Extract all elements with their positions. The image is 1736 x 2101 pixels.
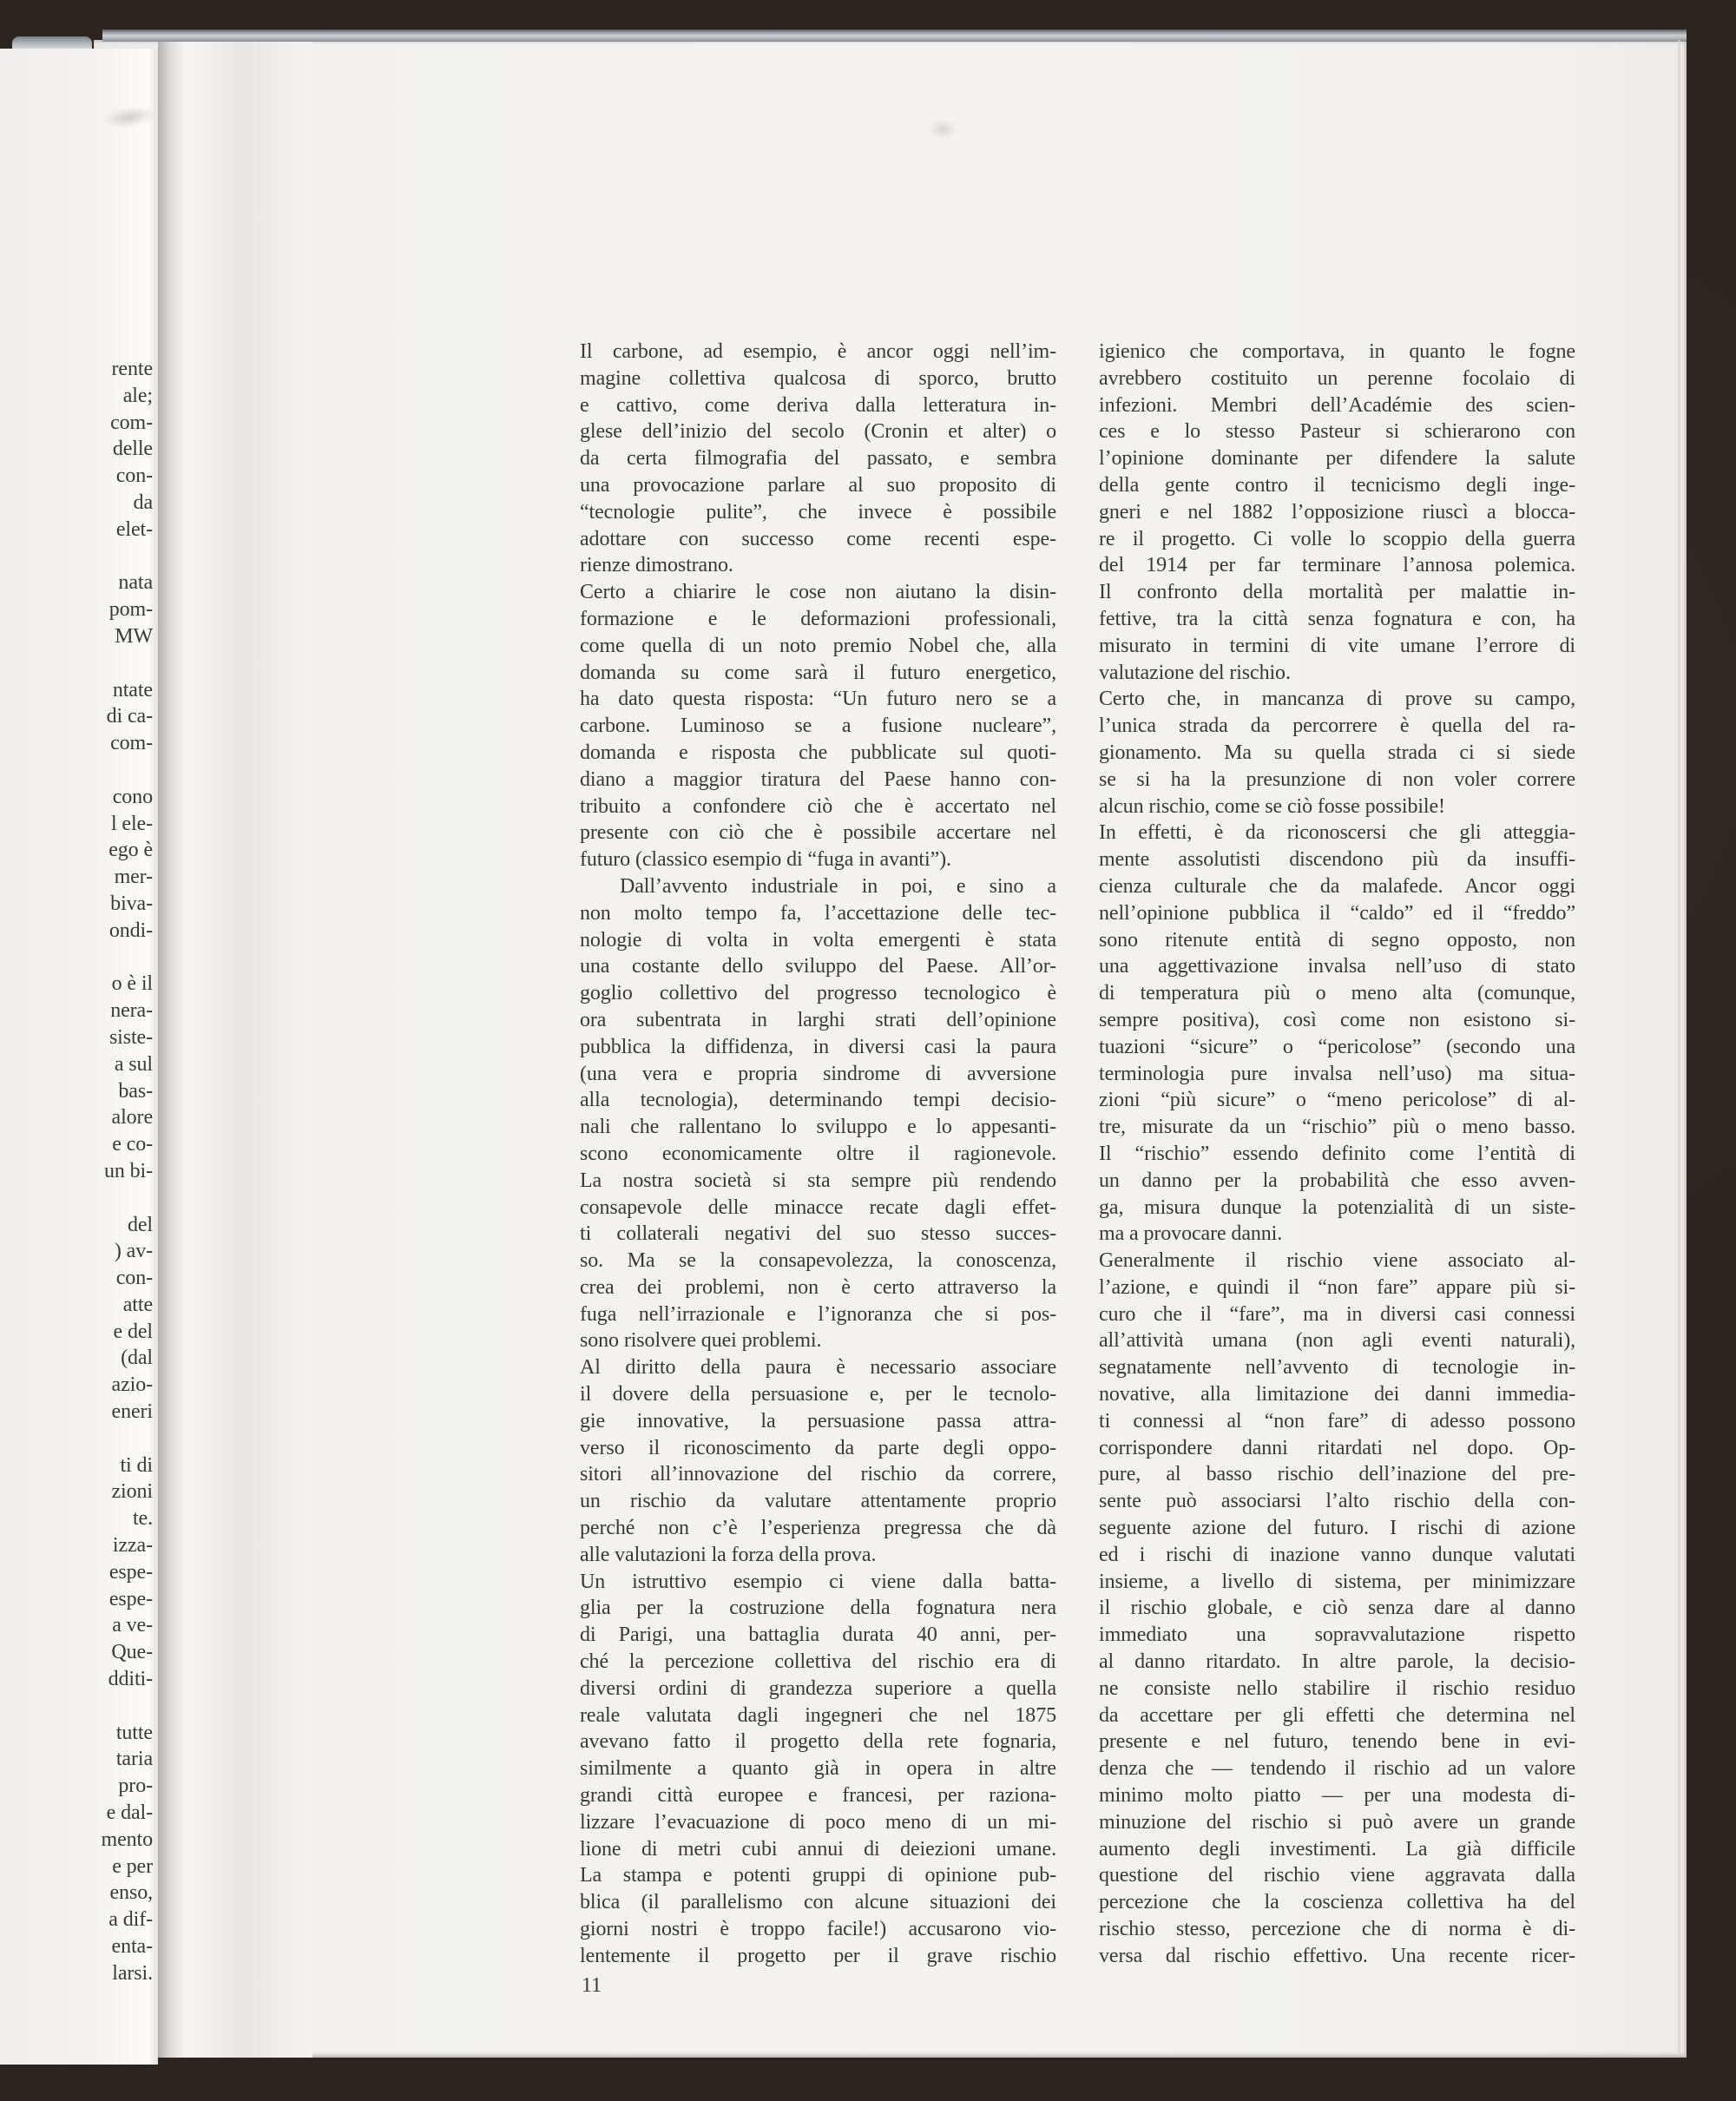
- text-line: percezione che la coscienza collettiva ha del: [1099, 1891, 1575, 1914]
- text-line: (dal: [121, 1347, 153, 1370]
- text-line: carbone. Luminoso se a fusione nucleare”,: [580, 715, 1056, 738]
- text-line: valutazione del rischio.: [1099, 661, 1291, 684]
- text-line: mer-: [114, 866, 153, 889]
- text-line: lizzare l’evacuazione di poco meno di un mi-: [580, 1810, 1056, 1834]
- text-line: a ve-: [112, 1614, 153, 1637]
- text-line: glese dell’inizio del secolo (Cronin et alter) o: [580, 420, 1056, 444]
- text-line: lentemente il progetto per il grave rischio: [580, 1944, 1056, 1967]
- text-line: Certo a chiarire le cose non aiutano la disin-: [580, 581, 1056, 604]
- text-line: di ca-: [106, 705, 153, 728]
- text-line: Il “rischio” essendo definito come l’entità di: [1099, 1142, 1575, 1165]
- text-line: a dif-: [108, 1908, 153, 1932]
- text-line: ntate: [112, 678, 153, 701]
- text-line: tribuito a confondere ciò che è accertato nel: [580, 794, 1056, 818]
- text-line: Il confronto della mortalità per malattie in-: [1099, 581, 1575, 604]
- text-line: similmente a quanto già in opera in altre: [580, 1757, 1056, 1781]
- text-line: diversi ordini di grandezza superiore a quella: [580, 1676, 1056, 1700]
- text-line: com-: [110, 732, 153, 755]
- text-line: glia per la costruzione della fognatura nera: [580, 1597, 1056, 1620]
- text-line: Dall’avvento industriale in poi, e sino a: [620, 874, 1056, 898]
- text-line: l ele-: [110, 812, 153, 835]
- text-line: e per: [112, 1854, 153, 1878]
- text-line: l’unica strada da percorrere è quella del ra-: [1099, 715, 1575, 738]
- text-line: cono: [112, 785, 153, 808]
- text-line: espe-: [108, 1587, 153, 1610]
- text-line: delle: [112, 438, 153, 461]
- text-line: Que-: [111, 1641, 153, 1664]
- text-line: della gente contro il tecnicismo degli inge-: [1099, 473, 1575, 497]
- text-line: goglio collettivo del progresso tecnologico è: [580, 982, 1056, 1005]
- text-line: perché non c’è l’esperienza pregressa che dà: [580, 1517, 1056, 1540]
- text-line: re il progetto. Ci volle lo scoppio della guerra: [1099, 527, 1575, 550]
- fore-edge-line: [1678, 40, 1680, 2054]
- text-line: gie innovative, la persuasione passa attra-: [580, 1409, 1056, 1432]
- text-line: e del: [113, 1320, 153, 1343]
- text-line: ga, misura dunque la potenzialità di un siste-: [1099, 1195, 1575, 1219]
- text-line: ha dato questa risposta: “Un futuro nero se a: [580, 688, 1056, 711]
- text-line: segnatamente nell’avvento di tecnologie in-: [1099, 1356, 1575, 1380]
- text-line: all’attività umana (non agli eventi naturali),: [1099, 1329, 1575, 1353]
- text-line: so. Ma se la consapevolezza, la conoscenza,: [580, 1249, 1056, 1273]
- text-line: infezioni. Membri dell’Académie des scien-: [1099, 393, 1575, 417]
- text-line: sente può associarsi l’alto rischio della con-: [1099, 1490, 1575, 1513]
- text-line: adottare con successo come recenti espe-: [580, 527, 1056, 550]
- text-line: scono economicamente oltre il ragionevole.: [580, 1142, 1056, 1165]
- text-line: izza-: [112, 1534, 153, 1558]
- prev-page-sliver: [0, 49, 158, 2065]
- text-line: alore: [111, 1106, 153, 1130]
- text-line: blica (il parallelismo con alcune situazioni dei: [580, 1891, 1056, 1914]
- text-line: tuazioni “sicure” o “pericolose” (secondo una: [1099, 1035, 1575, 1058]
- text-line: (una vera e propria sindrome di avversione: [580, 1062, 1056, 1085]
- text-line: sitori all’innovazione del rischio da correre,: [580, 1463, 1056, 1486]
- text-line: ale;: [122, 384, 153, 407]
- text-line: o è il: [111, 972, 153, 996]
- text-line: pro-: [118, 1775, 153, 1798]
- text-line: La nostra società si sta sempre più rendendo: [580, 1169, 1056, 1192]
- text-line: domanda su come sarà il futuro energetico,: [580, 661, 1056, 684]
- text-line: tutte: [115, 1721, 153, 1744]
- text-line: reale valutata dagli ingegneri che nel 1875: [580, 1703, 1056, 1727]
- text-line: te.: [132, 1507, 153, 1531]
- text-line: con-: [115, 1267, 153, 1290]
- text-line: Un istruttivo esempio ci viene dalla batta-: [580, 1570, 1056, 1593]
- text-line: rischio stesso, percezione che di norma è di-: [1099, 1918, 1575, 1941]
- text-line: alcun rischio, come se ciò fosse possibile!: [1099, 794, 1445, 818]
- text-line: nata: [118, 571, 153, 595]
- text-line: rienze dimostrano.: [580, 554, 733, 577]
- text-line: zioni “più sicure” o “meno pericolose” di al-: [1099, 1089, 1575, 1112]
- text-line: da: [133, 491, 153, 514]
- text-line: avrebbero costituito un perenne focolaio di: [1099, 366, 1575, 390]
- text-line: Al diritto della paura è necessario associare: [580, 1356, 1056, 1380]
- text-line: il rischio globale, e ciò senza dare al danno: [1099, 1597, 1575, 1620]
- text-line: e co-: [112, 1133, 153, 1156]
- text-line: larsi.: [112, 1961, 153, 1985]
- text-line: il dovere della persuasione e, per le tecnolo-: [580, 1383, 1056, 1406]
- text-line: nell’opinione pubblica il “caldo” ed il “freddo”: [1099, 901, 1575, 925]
- text-line: aumento degli investimenti. La già difficile: [1099, 1837, 1575, 1861]
- text-line: rente: [111, 358, 153, 380]
- text-line: MW: [115, 624, 153, 648]
- text-line: di temperatura più o meno alta (comunque,: [1099, 982, 1575, 1005]
- text-line: ne consiste nello stabilire il rischio residuo: [1099, 1676, 1575, 1700]
- text-line: come quella di un noto premio Nobel che, alla: [580, 634, 1056, 657]
- text-line: fettive, tra la città senza fognatura e con, ha: [1099, 607, 1575, 630]
- text-line: un danno per la probabilità che esso avven-: [1099, 1169, 1575, 1192]
- text-line: ) av-: [114, 1240, 153, 1263]
- text-line: magine collettiva qualcosa di sporco, brutto: [580, 366, 1056, 390]
- text-line: cienza culturale che da malafede. Ancor oggi: [1099, 874, 1575, 898]
- text-line: terminologia pure invalsa nell’uso) ma situa-: [1099, 1062, 1575, 1085]
- text-line: da certa filmografia del passato, e sembra: [580, 447, 1056, 471]
- text-line: novative, alla limitazione dei danni immedia-: [1099, 1383, 1575, 1406]
- text-line: fuga nell’irrazionale e l’ignoranza che si pos-: [580, 1302, 1056, 1326]
- text-line: del 1914 per far terminare l’annosa polemica.: [1099, 554, 1575, 577]
- text-line: un rischio da valutare attentamente proprio: [580, 1490, 1056, 1513]
- text-line: diano a maggior tiratura del Paese hanno con-: [580, 767, 1056, 791]
- text-line: gneri e nel 1882 l’opposizione riuscì a blocca-: [1099, 500, 1575, 524]
- text-line: giorni nostri è troppo facile!) accusarono vio-: [580, 1918, 1056, 1941]
- text-line: eneri: [111, 1400, 153, 1424]
- text-line: al danno ritardato. In altre parole, la decisio-: [1099, 1650, 1575, 1674]
- text-line: bas-: [118, 1079, 153, 1103]
- text-line: ti collaterali negativi del suo stesso succes-: [580, 1222, 1056, 1246]
- text-line: seguente azione del futuro. I rischi di azione: [1099, 1517, 1575, 1540]
- text-line: Il carbone, ad esempio, è ancor oggi nell’im-: [580, 340, 1056, 363]
- text-line: pure, al basso rischio dell’inazione del pre-: [1099, 1463, 1575, 1486]
- text-line: da accettare per gli effetti che determina nel: [1099, 1703, 1575, 1727]
- text-line: del: [127, 1213, 153, 1236]
- text-line: zioni: [111, 1480, 153, 1504]
- text-line: nologie di volta in volta emergenti è stata: [580, 928, 1056, 952]
- text-line: alla tecnologia), determinando tempi decisio-: [580, 1089, 1056, 1112]
- text-line: enso,: [109, 1881, 153, 1905]
- prev-page-fragments: [0, 356, 153, 1987]
- text-line: avevano fatto il progetto della rete fognaria,: [580, 1730, 1056, 1754]
- text-line: Certo che, in mancanza di prove su campo,: [1099, 688, 1575, 711]
- text-line: futuro (classico esempio di “fuga in avanti”).: [580, 848, 951, 872]
- text-line: lione di metri cubi annui di deiezioni umane.: [580, 1837, 1056, 1861]
- text-line: non molto tempo fa, l’accettazione delle tec-: [580, 901, 1056, 925]
- text-line: siste-: [108, 1025, 153, 1049]
- text-line: presente con ciò che è possibile accertare nel: [580, 821, 1056, 845]
- text-line: enta-: [111, 1935, 153, 1959]
- text-line: Generalmente il rischio viene associato al-: [1099, 1249, 1575, 1273]
- text-line: domanda e risposta che pubblicate sul quoti-: [580, 741, 1056, 764]
- text-line: sono risolvere quei problemi.: [580, 1329, 822, 1353]
- text-line: insieme, a livello di sistema, per minimizzare: [1099, 1570, 1575, 1593]
- text-line: e cattivo, come deriva dalla letteratura in-: [580, 393, 1056, 417]
- text-line: una provocazione parlare al suo proposito di: [580, 473, 1056, 497]
- text-line: curo che il “fare”, ma in diversi casi connessi: [1099, 1302, 1575, 1326]
- text-line: sempre positiva), così come non esistono si-: [1099, 1008, 1575, 1031]
- text-line: un bi-: [103, 1159, 153, 1182]
- page-stack-edge: [102, 30, 1687, 42]
- text-line: ces e lo stesso Pasteur si schierarono con: [1099, 420, 1575, 444]
- text-line: ora subentrata in larghi strati dell’opinione: [580, 1008, 1056, 1031]
- page-number: 11: [582, 1974, 602, 1997]
- text-line: ché la percezione collettiva del rischio era di: [580, 1650, 1056, 1674]
- text-line: espe-: [108, 1560, 153, 1584]
- text-line: nali che rallentano lo sviluppo e lo appesanti-: [580, 1116, 1056, 1139]
- text-line: mento: [101, 1828, 153, 1851]
- text-line: con-: [115, 464, 153, 488]
- text-line: La stampa e potenti gruppi di opinione pub-: [580, 1864, 1056, 1887]
- text-line: misurato in termini di vite umane l’errore di: [1099, 634, 1575, 657]
- text-line: crea dei problemi, non è certo attraverso la: [580, 1275, 1056, 1299]
- text-line: ti di: [120, 1453, 153, 1477]
- text-line: azio-: [111, 1373, 153, 1397]
- text-line: di Parigi, una battaglia durata 40 anni, per-: [580, 1624, 1056, 1647]
- text-line: elet-: [115, 517, 153, 541]
- left-column: [580, 339, 1056, 1970]
- text-line: formazione e le deformazioni professionali,: [580, 607, 1056, 630]
- text-line: alle valutazioni la forza della prova.: [580, 1543, 877, 1566]
- text-line: taria: [115, 1748, 153, 1771]
- text-line: minuzione del rischio si può avere un grande: [1099, 1810, 1575, 1834]
- text-line: tre, misurate da un “rischio” più o meno basso.: [1099, 1116, 1575, 1139]
- text-line: grandi città europee e francesi, per raziona-: [580, 1784, 1056, 1808]
- text-line: sono ritenute entità di segno opposto, non: [1099, 928, 1575, 952]
- text-line: questione del rischio viene aggravata dalla: [1099, 1864, 1575, 1887]
- text-line: In effetti, è da riconoscersi che gli atteggia-: [1099, 821, 1575, 845]
- text-line: atte: [122, 1293, 153, 1316]
- text-line: ed i rischi di inazione vanno dunque valutati: [1099, 1543, 1575, 1566]
- text-line: a sul: [114, 1052, 153, 1076]
- text-line: una aggettivazione invalsa nell’uso di stato: [1099, 955, 1575, 978]
- text-line: gionamento. Ma su quella strada ci si siede: [1099, 741, 1575, 764]
- text-line: una costante dello sviluppo del Paese. All’or-: [580, 955, 1056, 978]
- text-line: se si ha la presunzione di non voler correre: [1099, 767, 1575, 791]
- text-line: igienico che comportava, in quanto le fogne: [1099, 340, 1575, 363]
- text-line: ma a provocare danni.: [1099, 1222, 1283, 1246]
- text-line: l’azione, e quindi il “non fare” appare più si-: [1099, 1275, 1575, 1299]
- text-line: mente assolutisti discendono più da insuffi-: [1099, 848, 1575, 872]
- text-line: com-: [110, 411, 153, 434]
- text-line: ti connessi al “non fare” di adesso possono: [1099, 1409, 1575, 1432]
- right-column: [1099, 339, 1575, 1970]
- text-line: ondi-: [108, 919, 153, 942]
- gutter-shadow: [158, 42, 312, 2058]
- text-line: dditi-: [108, 1668, 153, 1691]
- text-line: l’opinione dominante per difendere la salute: [1099, 447, 1575, 471]
- text-line: “tecnologie pulite”, che invece è possibile: [580, 500, 1056, 524]
- text-line: denza che — tendendo il rischio ad un valore: [1099, 1757, 1575, 1781]
- text-line: consapevole delle minacce recate dagli effet-: [580, 1195, 1056, 1219]
- text-line: e dal-: [106, 1801, 153, 1825]
- text-line: immediato una sopravvalutazione rispetto: [1099, 1624, 1575, 1647]
- text-line: biva-: [110, 892, 153, 915]
- text-line: verso il riconoscimento da parte degli oppo-: [580, 1436, 1056, 1459]
- text-line: nera-: [110, 999, 153, 1023]
- text-line: ego è: [108, 839, 153, 862]
- text-line: presente e nel futuro, tenendo bene in evi-: [1099, 1730, 1575, 1754]
- text-line: pubblica la diffidenza, in diversi casi la paura: [580, 1035, 1056, 1058]
- text-line: versa dal rischio effettivo. Una recente ricer-: [1099, 1944, 1575, 1967]
- text-line: minimo molto piatto — per una modesta di-: [1099, 1784, 1575, 1808]
- text-line: corrispondere danni ritardati nel dopo. Op-: [1099, 1436, 1575, 1459]
- text-line: pom-: [108, 598, 153, 622]
